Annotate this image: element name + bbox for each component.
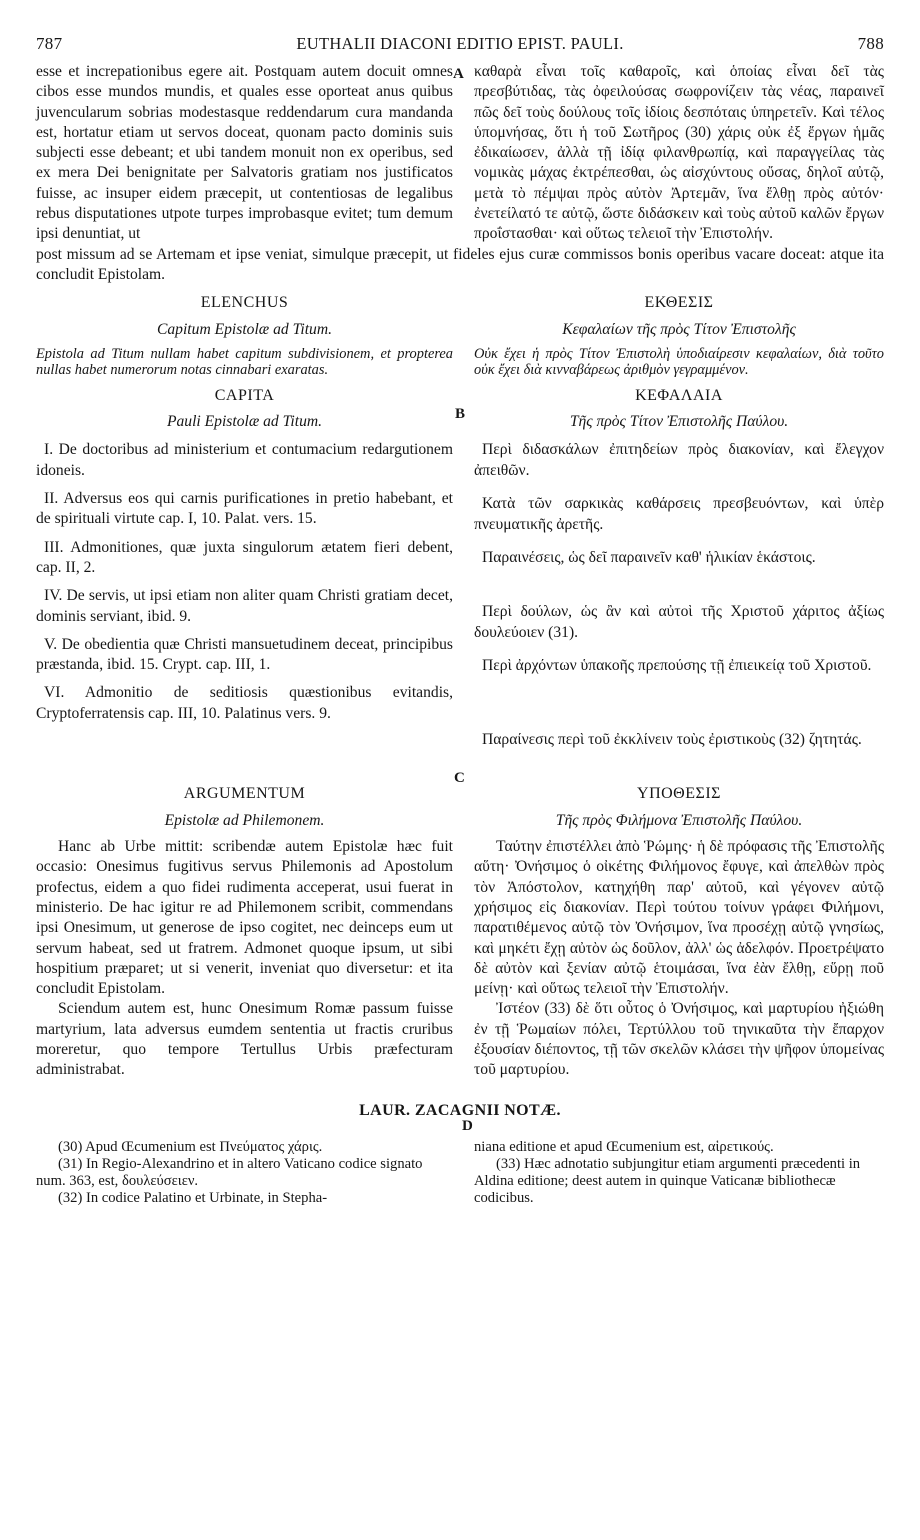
hypothesis-paragraph: Ταύτην ἐπιστέλλει ἀπὸ Ῥώμης· ἡ δὲ πρόφασις τῆς Ἐπιστολῆς αὕτη· Ὀνήσιμος ὁ οἰκέτης Φιλήμονος ἔφυγε, καὶ ἀπελθὼν πρὸς τὸν Ἀπόστολον, κατηχήθη παρ' αὐτοῦ, καὶ γέγονεν αὐτῷ χρήσιμος εἰς διακονίαν. Περὶ τούτου τοίνυν γράφει Φιλήμονι, παρατιθέμενος αὐτῷ τὸν Ὀνήσιμον, ἵνα προσέχῃ αὐτῷ γνησίως, καὶ μηκέτι ἔχῃ αὐτὸν ὡς δοῦλον, ἀλλ' ὡς ἀδελφόν. Προετρέψατο δὲ αὐτὸν καὶ ξενίαν αὐτῷ ἑτοιμάσαι, ἵνα ἐὰν ἔλθῃ, εὕρῃ ποῦ μείνῃ· καὶ οὕτως τελειοῖ τὴν Ἐπιστολήν. <box>474 838 884 998</box>
capita-heading: CAPITA <box>214 386 275 404</box>
intro-section <box>36 62 884 245</box>
hypothesis-heading: ΥΠΟΘΕΣΙΣ <box>637 785 721 803</box>
ekthesis-note: Οὐκ ἔχει ἡ πρὸς Τίτον Ἐπιστολὴ ὑποδιαίρεσιν κεφαλαίων, διὰ τοῦτο οὐκ ἔχει διὰ κινναβάρεως ἀριθμὸν γεγραμμένον. <box>474 345 884 378</box>
argumentum-paragraph: Sciendum autem est, hunc Onesimum Romæ passum fuisse martyrium, lata adversus eumdem sententia ut fractis cruribus moreretur, quo tempore Tertullus Urbis præfecturam administrabat. <box>36 1000 453 1079</box>
capita-greek <box>474 378 884 777</box>
hypothesis-subheading: Τῆς πρὸς Φιλήμονα Ἐπιστολῆς Παύλου. <box>555 811 803 829</box>
margin-marker-a: A <box>453 66 464 82</box>
chapter-item-greek: Περὶ δούλων, ὡς ἂν καὶ αὐτοὶ τῆς Χριστοῦ χάριτος ἀξίως δουλεύοιεν (31). <box>474 603 884 641</box>
margin-marker-c: C <box>454 770 465 786</box>
elenchus-note: Epistola ad Titum nullam habet capitum subdivisionem, et propterea nullas habet numerorum notas cinnabari exaratas. <box>36 345 453 378</box>
footnotes-left <box>36 1139 453 1207</box>
capita-latin <box>36 378 453 777</box>
footnote: (32) In codice Palatino et Urbinate, in Stepha- <box>58 1189 328 1206</box>
argumentum-heading: ARGUMENTUM <box>183 785 306 803</box>
elenchus-latin <box>36 285 453 378</box>
footnotes-right <box>474 1139 884 1207</box>
page-number-right: 788 <box>857 34 884 53</box>
elenchus-subheading: Capitum Epistolæ ad Titum. <box>156 320 333 338</box>
argumentum-paragraph: Hanc ab Urbe mittit: scribendæ autem Epistolæ hæc fuit occasio: Onesimus fugitivus servus Philemonis ad Apostolum profectus, eidem a quo fidei rudimenta acceperat, usui fuerat in ministerio. De hac igitur re ad Philemonem scribit, commendans ipsi Onesimum, ut generose de ipso cogitet, nec deinceps eum ut servum habeat, sed ut fratrem. Admonet quoque ipsum, ut sibi hospitium præparet; ut si venerit, inveniat quo diversetur: et ita concludit Epistolam. <box>36 838 453 998</box>
chapter-item: V. De obedientia quæ Christi mansuetudinem deceat, principibus præstanda, ibid. 15. Crypt. cap. III, 1. <box>36 635 453 674</box>
capita-section <box>36 378 884 777</box>
argumentum-greek <box>474 776 884 1080</box>
footnotes <box>36 1139 884 1207</box>
footnote: (33) Hæc adnotatio subjungitur etiam argumenti præcedenti in Aldina editione; deest autem in quinque Vaticanæ bibliothecæ codicibus. <box>474 1155 861 1206</box>
elenchus-section <box>36 285 884 378</box>
ekthesis-subheading: Κεφαλαίων τῆς πρὸς Τίτον Ἐπιστολῆς <box>562 320 796 338</box>
intro-full-width: post missum ad se Artemam et ipse veniat, simulque præcepit, ut fideles ejus curæ commissos bonis operibus vacare doceat: atque ita concludit Epistolam. <box>36 245 884 283</box>
argumentum-section <box>36 776 884 1080</box>
elenchus-heading: ELENCHUS <box>200 294 289 312</box>
margin-marker-b: B <box>455 406 466 422</box>
chapter-item-greek: Κατὰ τῶν σαρκικὰς καθάρσεις πρεσβευόντων, καὶ ὑπὲρ πνευματικῆς ἀρετῆς. <box>474 495 884 533</box>
hypothesis-paragraph: Ἰστέον (33) δὲ ὅτι οὗτος ὁ Ὀνήσιμος, καὶ μαρτυρίου ἠξιώθη ἐν τῇ Ῥωμαίων πόλει, Τερτύλλου τοῦ τηνικαῦτα τὴν ἔπαρχον ἐξουσίαν διέποντος, τῇ τῶν σκελῶν κλάσει τὴν ψῆφον ὑπομείνας τοῦ μαρτυρίου. <box>474 1000 884 1079</box>
footnote: (30) Apud Œcumenium est Πνεύματος χάρις. <box>58 1138 323 1155</box>
chapter-item: I. De doctoribus ad ministerium et contumacium redargutionem idoneis. <box>36 441 453 479</box>
argumentum-latin <box>36 776 453 1080</box>
kephalaia-heading: ΚΕΦΑΛΑΙΑ <box>635 386 723 404</box>
chapter-item-greek: Περὶ διδασκάλων ἐπιτηδείων πρὸς διακονίαν, καὶ ἔλεγχον ἀπειθῶν. <box>474 441 884 479</box>
body-area <box>36 62 884 1207</box>
chapter-item-greek: Παραίνεσις περὶ τοῦ ἐκκλίνειν τοὺς ἐριστικοὺς (32) ζητητάς. <box>482 731 862 749</box>
footnote: niana editione et apud Œcumenium est, αἱρετικούς. <box>474 1138 774 1155</box>
chapter-item-greek: Περὶ ἀρχόντων ὑπακοῆς πρεπούσης τῇ ἐπιεικείᾳ τοῦ Χριστοῦ. <box>482 657 872 675</box>
elenchus-greek <box>474 285 884 378</box>
footnote: (31) In Regio-Alexandrino et in altero Vaticano codice signato num. 363, est, δουλεύσειεν. <box>36 1155 423 1189</box>
chapter-item: III. Admonitiones, quæ juxta singulorum ætatem fieri debent, cap. II, 2. <box>36 538 453 576</box>
kephalaia-subheading: Τῆς πρὸς Τίτον Ἐπιστολῆς Παύλου. <box>569 413 789 431</box>
chapter-item-greek: Παραινέσεις, ὡς δεῖ παραινεῖν καθ' ἡλικίαν ἑκάστοις. <box>482 549 816 567</box>
intro-greek: καθαρὰ εἶναι τοῖς καθαροῖς, καὶ ὁποίας εἶναι δεῖ τὰς πρεσβύτιδας, τὰς ὀφειλούσας σωφρονίζειν τὰς νέας, παραινεῖ πῶς δεῖ τοὺς δούλους τοῖς ἰδίοις δεσπόταις ὑπηρετεῖν. Καὶ τέλος ὑπομνήσας, ὅτι ἡ τοῦ Σωτῆρος (30) χάρις οὐκ ἐξ ἔργων ἡμᾶς ἐδικαίωσεν, ἀλλὰ τῇ ἰδίᾳ φιλανθρωπίᾳ, καὶ παραγγείλας τὰς νομικὰς μάχας ἐκτρέπεσθαι, ὡς αἰσχύντους οὔσας, δηλοῖ αὐτῷ, μετὰ τὸ πέμψαι πρὸς αὐτὸν Ἀρτεμᾶν, ἵνα ἔλθῃ πρὸς αὐτόν· ἐνετείλατό τε αὐτῷ, ὥστε διδάσκειν καὶ τοὺς αὐτοῦ καλῶν ἔργων προΐστασθαι· καὶ οὕτως τελειοῖ τὴν Ἐπιστολήν. <box>474 63 884 243</box>
margin-marker-d: D <box>462 1118 473 1134</box>
page-title: EUTHALII DIACONI EDITIO EPIST. PAULI. <box>296 34 624 53</box>
capita-subheading: Pauli Epistolæ ad Titum. <box>166 413 323 431</box>
page-number-left: 787 <box>36 34 63 53</box>
notes-heading: LAUR. ZACAGNII NOTÆ. <box>359 1101 561 1119</box>
ekthesis-heading: ΕΚΘΕΣΙΣ <box>644 294 714 312</box>
chapter-item: IV. De servis, ut ipsi etiam non aliter quam Christi gratiam decet, dominis serviant, ibid. 9. <box>36 587 453 625</box>
chapter-item: VI. Admonitio de seditiosis quæstionibus evitandis, Cryptoferratensis cap. III, 10. Palatinus vers. 9. <box>36 684 453 722</box>
argumentum-subheading: Epistolæ ad Philemonem. <box>164 811 325 829</box>
running-head <box>36 34 884 56</box>
intro-latin: esse et increpationibus egere ait. Postquam autem docuit omnes cibos esse mundos mundis, et quales esse oporteat anus quibus juvencularum sobrias modestasque reddendarum cura mandanda est, hortatur etiam ut servos doceat, quonam pacto dominis suis subjecti esse debeant; et ubi tandem monuit non ex operibus, sed ex mera Dei benignitate per Salvatoris gratiam nos justificatos fuisse, ac insuper eidem præcepit, ut contentiosas de legalibus rebus disputationes utpote turpes improbasque evitet; tum demum ipsi denuntiat, ut <box>36 63 453 243</box>
chapter-item: II. Adversus eos qui carnis purificationes in pretio habebant, et de spirituali virtute cap. I, 10. Palat. vers. 15. <box>36 490 453 528</box>
